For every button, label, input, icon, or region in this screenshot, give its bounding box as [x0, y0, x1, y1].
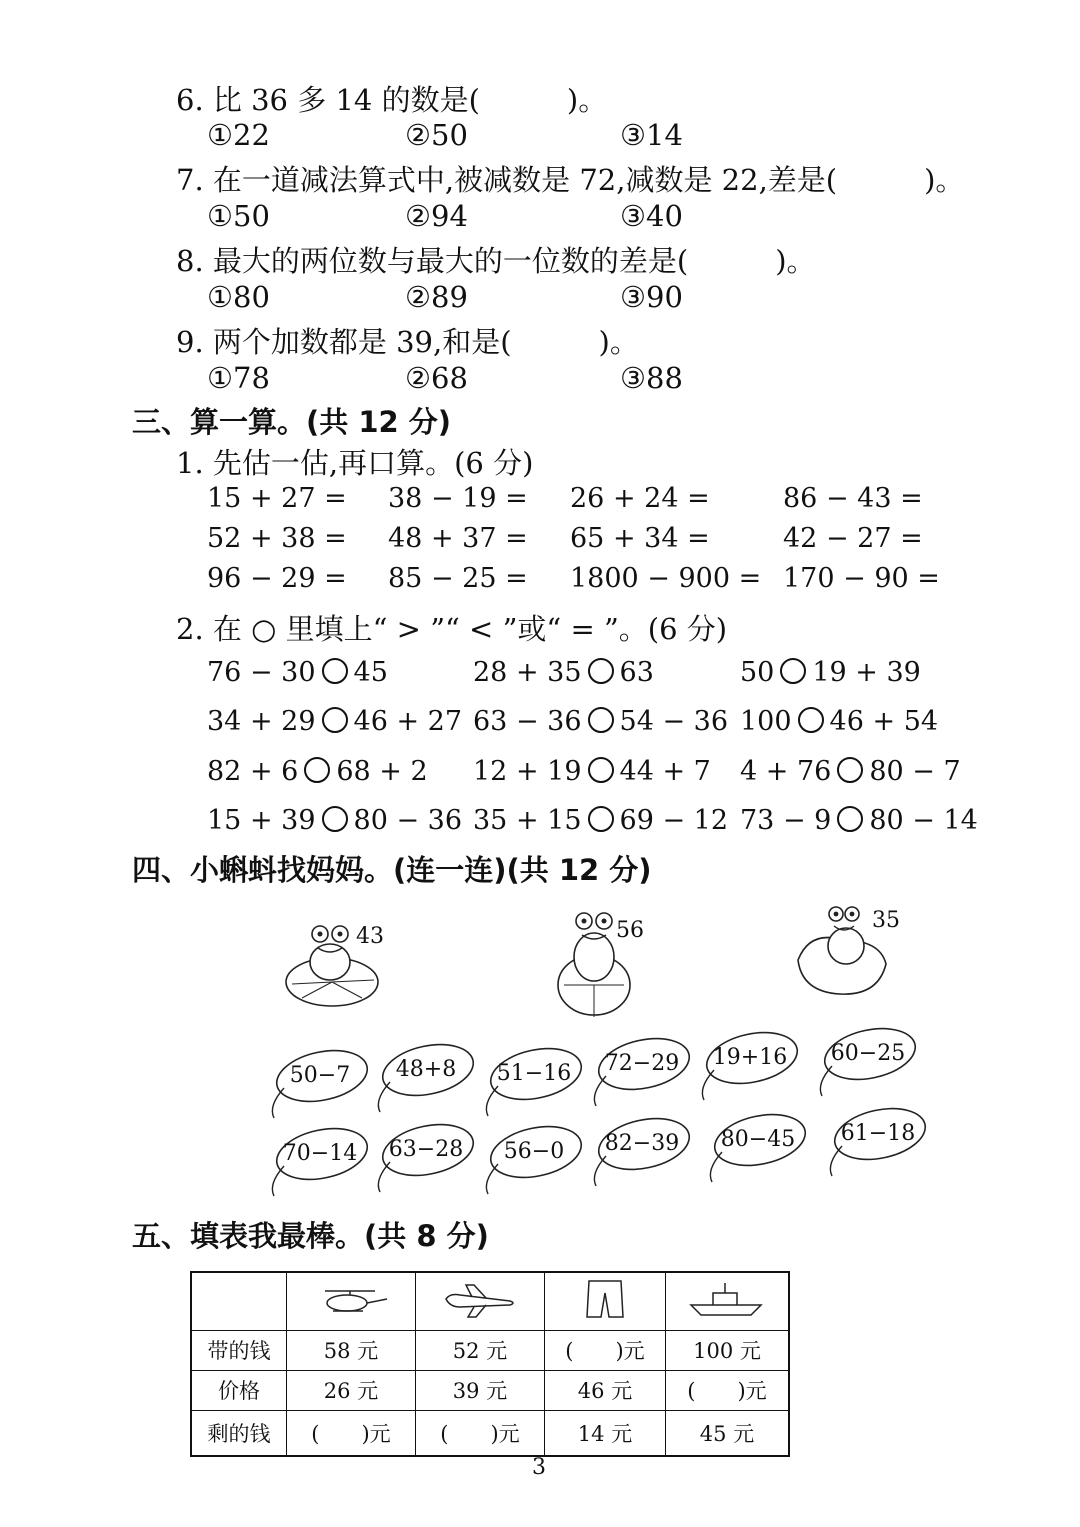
- compare-left: 63 − 36: [473, 706, 582, 737]
- compare-item: [473, 805, 728, 836]
- answer-circle[interactable]: [837, 806, 863, 832]
- answer-circle[interactable]: [322, 658, 348, 684]
- table-cell: 26 元: [287, 1370, 416, 1410]
- answer-circle[interactable]: [588, 707, 614, 733]
- price-table: [190, 1271, 790, 1457]
- compare-left: 35 + 15: [473, 805, 582, 836]
- table-cell-blank[interactable]: ( )元: [666, 1370, 790, 1410]
- q6-option-3[interactable]: ③14: [620, 118, 683, 152]
- q6-option-2[interactable]: ②50: [405, 118, 468, 152]
- row-label: 剩的钱: [191, 1410, 287, 1456]
- calc-item: 52 + 38 =: [207, 523, 347, 554]
- calc-item: 85 − 25 =: [388, 563, 528, 594]
- section-3-q2-title: 2. 在 ○ 里填上“ > ”“ < ”或“ = ”。(6 分): [176, 612, 728, 646]
- tadpole-label[interactable]: 50−7: [289, 1063, 351, 1088]
- compare-right: 46 + 54: [829, 706, 939, 737]
- compare-right: 44 + 7: [619, 756, 711, 787]
- compare-left: 34 + 29: [207, 706, 316, 737]
- answer-circle[interactable]: [588, 806, 614, 832]
- compare-left: 50: [740, 657, 775, 688]
- q8-option-3[interactable]: ③90: [620, 280, 683, 314]
- compare-left: 15 + 39: [207, 805, 316, 836]
- q9-option-3[interactable]: ③88: [620, 361, 683, 395]
- tadpole-label[interactable]: 48+8: [395, 1057, 457, 1082]
- q6-option-1[interactable]: ①22: [207, 118, 270, 152]
- calc-item: 86 − 43 =: [783, 483, 923, 514]
- calc-item: 96 − 29 =: [207, 563, 347, 594]
- compare-item: [207, 706, 462, 737]
- compare-right: 19 + 39: [812, 657, 921, 688]
- compare-right: 46 + 27: [353, 706, 463, 737]
- calc-item: 1800 − 900 =: [570, 563, 762, 594]
- table-cell: 100 元: [666, 1330, 790, 1370]
- answer-circle[interactable]: [322, 806, 348, 832]
- q7-option-3[interactable]: ③40: [620, 199, 683, 233]
- calc-item: 65 + 34 =: [570, 523, 710, 554]
- q8-option-1[interactable]: ①80: [207, 280, 270, 314]
- calc-item: 170 − 90 =: [783, 563, 940, 594]
- compare-left: 76 − 30: [207, 657, 316, 688]
- question-6: 6. 比 36 多 14 的数是( )。: [176, 83, 608, 117]
- tadpole-label[interactable]: 60−25: [830, 1041, 906, 1066]
- calc-item: 26 + 24 =: [570, 483, 710, 514]
- question-9: 9. 两个加数都是 39,和是( )。: [176, 325, 639, 359]
- tadpole-label[interactable]: 80−45: [720, 1127, 796, 1152]
- compare-right: 63: [619, 657, 654, 688]
- q8-option-2[interactable]: ②89: [405, 280, 468, 314]
- calc-item: 42 − 27 =: [783, 523, 923, 554]
- compare-item: [207, 756, 428, 787]
- frog-number: 35: [872, 908, 900, 933]
- tadpole-label[interactable]: 63−28: [388, 1137, 464, 1162]
- row-label: 价格: [191, 1370, 287, 1410]
- helicopter-icon: [287, 1272, 416, 1330]
- compare-left: 73 − 9: [740, 805, 832, 836]
- compare-item: [473, 657, 654, 688]
- compare-right: 80 − 36: [353, 805, 463, 836]
- row-label: 带的钱: [191, 1330, 287, 1370]
- answer-circle[interactable]: [837, 757, 863, 783]
- compare-item: [740, 756, 961, 787]
- ship-icon: [666, 1272, 790, 1330]
- answer-circle[interactable]: [322, 707, 348, 733]
- tadpole-label[interactable]: 61−18: [840, 1121, 916, 1146]
- pants-icon: [545, 1272, 666, 1330]
- table-cell: 39 元: [416, 1370, 545, 1410]
- airplane-icon: [416, 1272, 545, 1330]
- compare-item: [740, 657, 921, 688]
- table-cell-blank[interactable]: ( )元: [545, 1330, 666, 1370]
- tadpole-label[interactable]: 51−16: [496, 1061, 572, 1086]
- table-cell: 14 元: [545, 1410, 666, 1456]
- compare-left: 100: [740, 706, 792, 737]
- compare-item: [740, 706, 938, 737]
- calc-item: 38 − 19 =: [388, 483, 528, 514]
- answer-circle[interactable]: [798, 707, 824, 733]
- compare-right: 69 − 12: [619, 805, 729, 836]
- table-cell-blank[interactable]: ( )元: [287, 1410, 416, 1456]
- compare-left: 4 + 76: [740, 756, 832, 787]
- tadpole-label[interactable]: 82−39: [604, 1131, 680, 1156]
- compare-item: [740, 805, 978, 836]
- compare-left: 12 + 19: [473, 756, 582, 787]
- calc-item: 15 + 27 =: [207, 483, 347, 514]
- answer-circle[interactable]: [780, 658, 806, 684]
- answer-circle[interactable]: [588, 658, 614, 684]
- calc-item: 48 + 37 =: [388, 523, 528, 554]
- question-8: 8. 最大的两位数与最大的一位数的差是( )。: [176, 244, 816, 278]
- compare-item: [207, 805, 462, 836]
- compare-item: [207, 657, 388, 688]
- compare-left: 82 + 6: [207, 756, 299, 787]
- question-7: 7. 在一道减法算式中,被减数是 72,减数是 22,差是( )。: [176, 163, 965, 197]
- section-4-title: 四、小蝌蚪找妈妈。(连一连)(共 12 分): [132, 853, 652, 887]
- compare-right: 80 − 14: [869, 805, 978, 836]
- header-empty-cell: [191, 1272, 287, 1330]
- section-5-title: 五、填表我最棒。(共 8 分): [132, 1219, 489, 1253]
- page-number: 3: [532, 1455, 546, 1480]
- table-cell: 45 元: [666, 1410, 790, 1456]
- q9-option-2[interactable]: ②68: [405, 361, 468, 395]
- compare-right: 54 − 36: [619, 706, 729, 737]
- q7-option-1[interactable]: ①50: [207, 199, 270, 233]
- tadpole-label[interactable]: 56−0: [503, 1139, 565, 1164]
- answer-circle[interactable]: [304, 757, 330, 783]
- compare-left: 28 + 35: [473, 657, 582, 688]
- table-cell-blank[interactable]: ( )元: [416, 1410, 545, 1456]
- answer-circle[interactable]: [588, 757, 614, 783]
- section-3-q1-title: 1. 先估一估,再口算。(6 分): [176, 446, 534, 480]
- compare-right: 68 + 2: [336, 756, 428, 787]
- compare-item: [473, 756, 711, 787]
- tadpole-label[interactable]: 19+16: [712, 1045, 788, 1070]
- tadpole-label[interactable]: 72−29: [604, 1051, 680, 1076]
- section-3-title: 三、算一算。(共 12 分): [132, 405, 452, 439]
- table-cell: 46 元: [545, 1370, 666, 1410]
- tadpole-label[interactable]: 70−14: [282, 1141, 358, 1166]
- q7-option-2[interactable]: ②94: [405, 199, 468, 233]
- frog-number: 43: [356, 924, 384, 949]
- q9-option-1[interactable]: ①78: [207, 361, 270, 395]
- table-cell: 58 元: [287, 1330, 416, 1370]
- compare-item: [473, 706, 728, 737]
- frog-number: 56: [616, 918, 644, 943]
- compare-right: 45: [353, 657, 388, 688]
- table-cell: 52 元: [416, 1330, 545, 1370]
- compare-right: 80 − 7: [869, 756, 961, 787]
